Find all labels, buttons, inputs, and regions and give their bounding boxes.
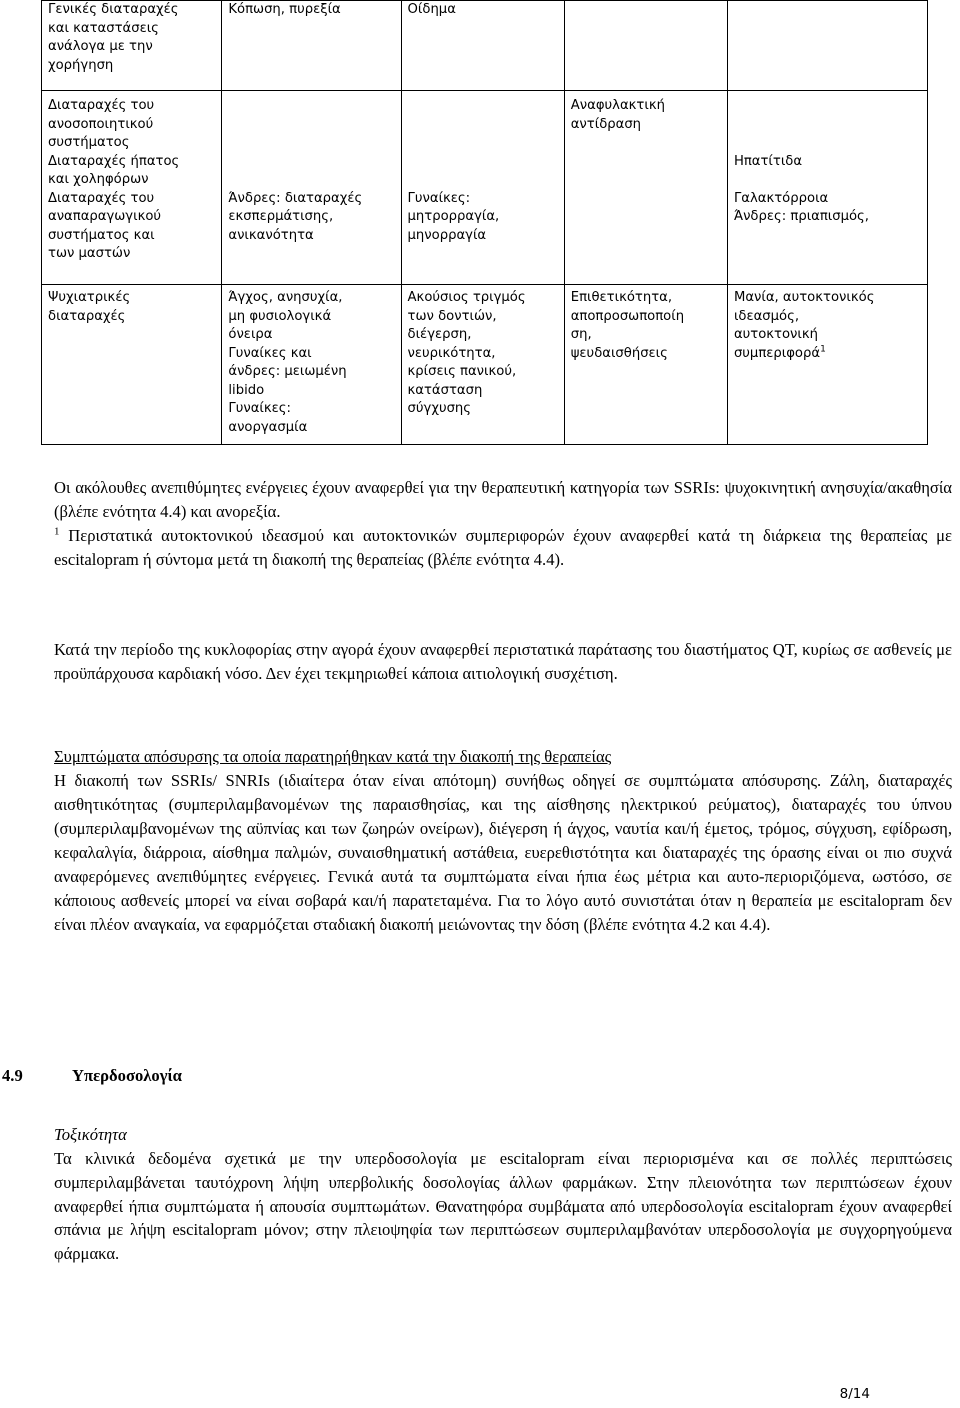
- table-cell: Άγχος, ανησυχία, μη φυσιολογικά όνειρα Γυναίκες και άνδρες: μειωμένη libido Γυναίκες: ανοργασμία: [222, 285, 401, 445]
- section-number: 4.9: [2, 1066, 23, 1085]
- table-cell: Ψυχιατρικές διαταραχές: [42, 285, 222, 445]
- qt-paragraph: Κατά την περίοδο της κυκλοφορίας στην αγορά έχουν αναφερθεί περιστατικά παράτασης του διαστήματος QT, κυρίως σε ασθενείς με προϋπάρχουσα καρδιακή νόσο. Δεν έχει τεκμηριωθεί κάποια αιτιολογική συσχέτιση.: [54, 640, 952, 683]
- table-cell: [727, 1, 927, 91]
- table-row: [42, 91, 928, 285]
- withdrawal-paragraph: Η διακοπή των SSRIs/ SNRIs (ιδιαίτερα όταν είναι απότομη) συνήθως οδηγεί σε συμπτώματα απόσυρσης. Ζάλη, διαταραχές αισθητικότητας (συμπεριλαμβανομένων της παραισθησίας, και της αίσθησης ηλεκτρικού ρεύματος), διαταραχές του ύπνου (συμπεριλαμβανομένων της αϋπνίας και των ζωηρών ονείρων), διέγερση ή άγχος, ναυτία και/ή έμετος, τρόμος, σύγχυση, εφίδρωση, κεφαλαλγία, διάρροια, αίσθημα παλμών, συναισθηματική αστάθεια, ευερεθιστότητα και διαταραχές της όρασης είναι οι πιο συχνά αναφερόμενες ανεπιθύμητες ενέργειες. Γενικά αυτά τα συμπτώματα είναι ήπια έως μέτρια και αυτο-περιοριζόμενα, ωστόσο, σε κάποιους ασθενείς μπορεί να είναι σοβαρά και/ή παρατεταμένα. Για το λόγο αυτό συνιστάται όταν η θεραπεία με escitalopram δεν είναι πλέον αναγκαία, να εφαρμόζεται σταδιακή διακοπή μειώνοντας την δόση (βλέπε ενότητα 4.2 και 4.4).: [54, 771, 952, 934]
- footnote-mark: 1: [54, 525, 60, 538]
- table-cell: Κόπωση, πυρεξία: [222, 1, 401, 91]
- toxicity-paragraph: Τα κλινικά δεδομένα σχετικά με την υπερδοσολογία με escitalopram είναι περιορισμένα και σε πολλές περιπτώσεις συμπεριλαμβάνεται ταυτόχρονη λήψη υπερβολικής δοσολογίας άλλων φαρμάκων. Στην πλειονότητα των περιπτώσεων έχουν αναφερθεί ήπια συμπτώματα ή απουσία συμπτωμάτων. Θανατηφόρα συμβάματα από υπερδοσολογία escitalopram έχουν αναφερθεί σπάνια με λήψη escitalopram μόνον; στην πλειοψηφία των περιπτώσεων συμπεριλαμβανόταν υπερδοσολογία με συγχορηγούμενα φάρμακα.: [54, 1149, 952, 1264]
- footnote-text: Περιστατικά αυτοκτονικού ιδεασμού και αυτοκτονικών συμπεριφορών έχουν αναφερθεί κατά τη διάρκεια της θεραπείας με escitalopram ή σύντομα μετά τη διακοπή της θεραπείας (βλέπε ενότητα 4.4).: [54, 526, 952, 569]
- table-row: [42, 1, 928, 91]
- page-number: 8/14: [839, 1386, 870, 1402]
- adverse-reactions-table: [41, 0, 928, 445]
- table-cell: Γυναίκες: μητρορραγία, μηνορραγία: [401, 91, 564, 285]
- section-heading: [2, 1066, 182, 1086]
- table-cell: Ηπατίτιδα Γαλακτόρροια Άνδρες: πριαπισμός,: [727, 91, 927, 285]
- section-title: Υπερδοσολογία: [72, 1066, 182, 1085]
- table-cell: Επιθετικότητα, αποπροσωποποίη ση, ψευδαισθήσεις: [564, 285, 727, 445]
- table-cell: Άνδρες: διαταραχές εκσπερμάτισης, ανικανότητα: [222, 91, 401, 285]
- table-cell: Αναφυλακτική αντίδραση: [564, 91, 727, 285]
- table-cell: Διαταραχές του ανοσοποιητικού συστήματος Διαταραχές ήπατος και χοληφόρων Διαταραχές του αναπαραγωγικού συστήματος και των μαστών: [42, 91, 222, 285]
- table-cell: [727, 285, 927, 445]
- table-cell: Γενικές διαταραχές και καταστάσεις ανάλογα με την χορήγηση: [42, 1, 222, 91]
- toxicity-title: Τοξικότητα: [54, 1125, 127, 1144]
- notes-paragraph: Οι ακόλουθες ανεπιθύμητες ενέργειες έχουν αναφερθεί για την θεραπευτική κατηγορία των SSRIs: ψυχοκινητική ανησυχία/ακαθησία (βλέπε ενότητα 4.4) και ανορεξία.: [54, 478, 952, 521]
- footnote-mark: 1: [820, 344, 826, 355]
- table-cell: Οίδημα: [401, 1, 564, 91]
- withdrawal-title: Συμπτώματα απόσυρσης τα οποία παρατηρήθηκαν κατά την διακοπή της θεραπείας: [54, 747, 612, 766]
- table-row: [42, 285, 928, 445]
- table-cell: [564, 1, 727, 91]
- table-cell: Ακούσιος τριγμός των δοντιών, διέγερση, νευρικότητα, κρίσεις πανικού, κατάσταση σύγχυσης: [401, 285, 564, 445]
- cell-text: Μανία, αυτοκτονικός ιδεασμός, αυτοκτονική συμπεριφορά: [733, 290, 875, 361]
- footnote-paragraph: [54, 524, 952, 571]
